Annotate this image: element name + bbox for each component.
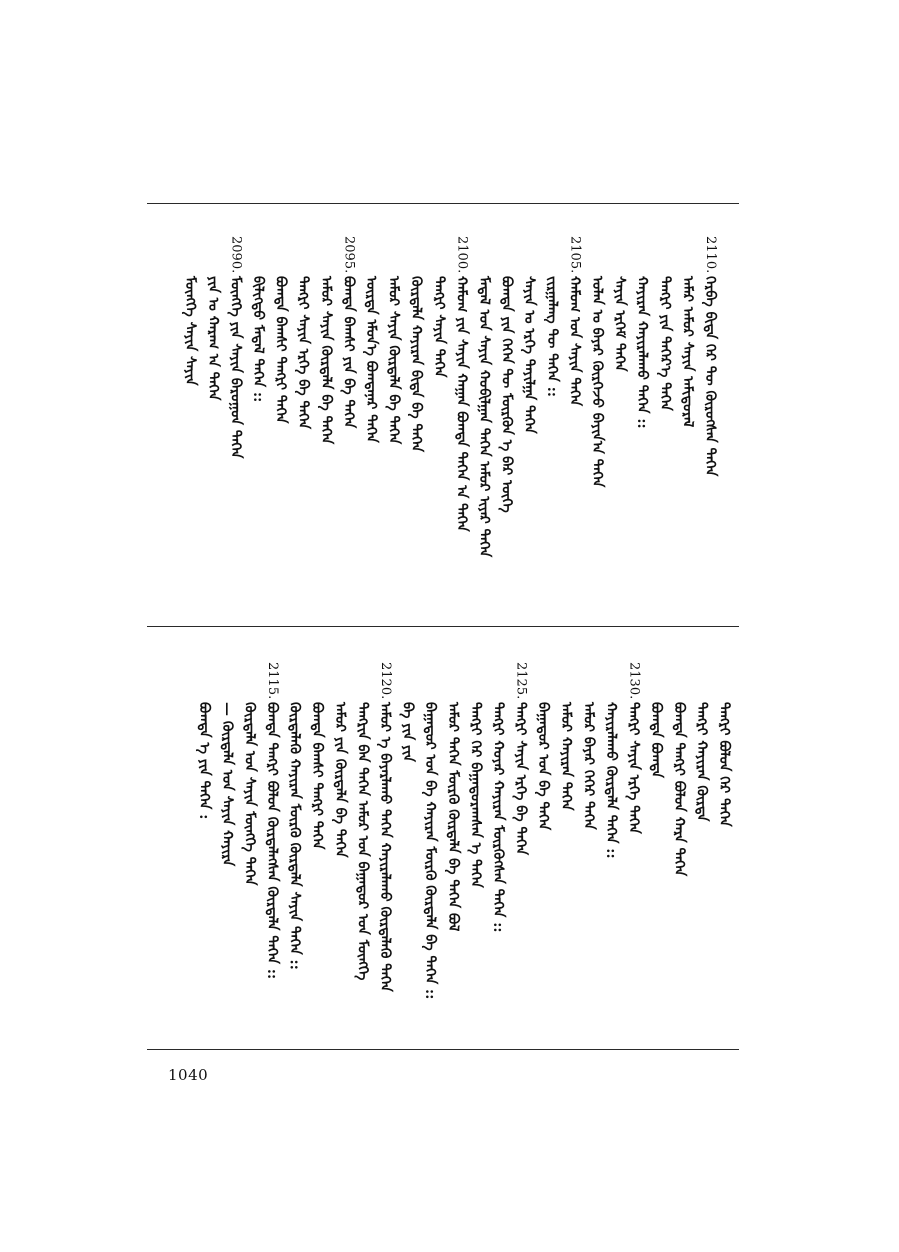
verse-column: [624, 662, 644, 834]
verse-line: ᠬᠠᠶᠢᠷᠠᠯᠠᠬᠤ ᠬᠦᠷᠲᠡᠯᠡ ᠳᠡᠭᠡᠨ ::: [603, 702, 619, 859]
verse-column: [316, 236, 336, 444]
verse-line: ᠮᠡᠳᠡᠯ ᠤᠨ ᠰᠠᠶᠢᠨ ᠬᠤᠪᠢᠯᠭᠠᠨ ᠳᠡᠭᠡᠨ ᠠᠮᠤᠷ ᠢᠶᠠᠷ ᠳᠡᠭᠡᠨ: [476, 276, 492, 558]
verse-line: ᠪᠠ ᠶᠢᠨ ᠶᠢᠨ: [399, 702, 416, 762]
verse-line: ᠠᠮᠤᠷ ᠶᠢᠨ ᠬᠦᠷᠲᠡᠯᠡ ᠪᠠ ᠳᠡᠭᠡᠨ: [331, 702, 348, 858]
verse-column: [519, 236, 539, 434]
verse-column: [587, 236, 607, 487]
verse-column: [691, 662, 711, 821]
verse-column: [194, 662, 214, 819]
verse-column: [375, 662, 395, 992]
verse-column: [225, 236, 245, 458]
verse-column: [655, 236, 675, 411]
verse-line: ᠲᠡᠩᠷᠢ ᠬᠣᠶᠠᠷ ᠬᠠᠶᠢᠷᠠᠨ ᠮᠥᠷᠭᠦᠭᠰᠡᠨ ᠳᠡᠭᠡᠨ ::: [490, 702, 506, 933]
verse-line: ᠠᠮᠤᠷ ᠪᠠᠶᠠᠷ ᠬᠡᠭᠡᠷ ᠳᠡᠭᠡᠨ: [580, 702, 597, 830]
verse-column: [669, 662, 689, 876]
line-number: 2105.: [567, 236, 583, 274]
verse-line: ᠪᠣᠭᠳᠠ ᠶᠢᠨ ᠭᠡᠭᠡᠨ ᠲᠦ ᠮᠥᠷᠭᠦᠨ ᠡ ᠪᠠᠷ ᠦᠭᠡ: [498, 276, 515, 513]
verse-column: [488, 662, 508, 933]
verse-column: [511, 662, 531, 855]
verse-line: ᠪᠠᠭᠠᠲᠤᠷ ᠤᠨ ᠪᠠ ᠳᠡᠭᠡᠨ: [535, 702, 552, 831]
verse-column: [239, 662, 259, 885]
bottom-rule: [147, 1049, 739, 1050]
verse-line: ᠪᠣᠭᠳᠠ ᠪᠠᠭᠰᠢ ᠲᠠᠩᠷᠢ ᠳᠡᠭᠡᠨ: [272, 276, 289, 424]
top-rule: [147, 203, 739, 204]
verse-line: — ᠬᠦᠷᠲᠡᠯᠡ ᠤᠨ ᠰᠠᠶᠢᠨ ᠬᠠᠶᠢᠷᠠ: [218, 702, 235, 867]
verse-line: ᠠᠮᠤᠷ ᠰᠠᠶᠢᠨ ᠬᠦᠷᠲᠡᠯᠡ ᠪᠠ ᠳᠡᠭᠡᠨ: [317, 276, 334, 445]
verse-column: [443, 662, 463, 931]
verse-line: ᠪᠣᠭᠳᠠ ᠡ ᠶᠢᠨ ᠳᠡᠭᠡᠨ :: [196, 702, 213, 820]
line-number: 2090.: [228, 236, 244, 274]
verse-line: ᠬᠦᠷᠲᠡᠯᠡ ᠤᠨ ᠰᠠᠶᠢᠨ ᠮᠥᠩᠭᠡ ᠳᠡᠭᠡᠨ: [241, 702, 258, 886]
verse-line: ᠪᠣᠭᠳᠠ ᠪᠠᠭᠰᠢ ᠲᠠᠩᠷᠢ ᠳᠡᠭᠡᠨ: [309, 702, 326, 850]
verse-column: [429, 236, 449, 377]
verse-line: ᠠᠮᠤᠷ ᠡ ᠪᠠᠶᠠᠷᠯᠠᠬᠤ ᠳᠡᠭᠡᠨ ᠬᠠᠶᠢᠷᠠᠯᠠᠬᠤ ᠬᠦᠷᠲᠡᠯᠡᠬᠦ ᠳᠡᠭᠡᠨ: [377, 702, 393, 992]
verse-column: [610, 236, 630, 372]
verse-line: ᠲᠡᠩᠷᠢ ᠰᠠᠶᠢᠨ ᠡᠷᠬᠡ ᠪᠠ ᠳᠡᠭᠡᠨ: [512, 702, 529, 856]
verse-column: [285, 662, 305, 970]
verse-line: ᠮᠥᠩᠭᠡ ᠰᠠᠶᠢᠨ ᠰᠠᠶᠢᠨ: [182, 276, 199, 386]
verse-line: ᠬᠠᠶᠢᠷᠠᠨ ᠬᠠᠶᠢᠷᠠᠯᠠᠬᠤ ᠳᠡᠭᠡᠨ ::: [634, 276, 651, 429]
verse-column: [677, 236, 697, 427]
verse-line: ᠠᠮᠤᠷ ᠰᠠᠶᠢᠨ ᠬᠦᠷᠲᠡᠯᠡ ᠪᠠ ᠳᠡᠭᠡᠨ: [385, 276, 402, 445]
verse-column: [556, 662, 576, 811]
page-number: 1040: [168, 1066, 209, 1084]
verse-line: ᠬᠦᠷᠲᠡᠯᠡᠬᠦ ᠬᠠᠶᠢᠷᠠᠨ ᠮᠥᠷᠭᠦ ᠬᠦᠷᠲᠡᠯᠡ ᠰᠠᠶᠢᠨ ᠳᠡᠭᠡᠨ ::: [286, 702, 303, 970]
verse-line: ᠲᠡᠩᠷᠢ ᠪᠣᠯᠤᠨ ᠬᠡᠷ ᠳᠡᠭᠡᠨ: [716, 702, 732, 827]
verse-column: [714, 662, 734, 827]
verse-line: ᠲᠡᠩᠷᠢ ᠬᠡᠷ ᠪᠠᠭᠠᠲᠤᠷᠠᠭᠰᠠᠨ ᠡ ᠳᠡᠭᠡᠨ: [467, 702, 484, 888]
line-number: 2110.: [703, 236, 718, 274]
verse-line: ᠬᠠᠮᠤᠭ ᠤᠨ ᠰᠠᠶᠢᠨ ᠳᠡᠭᠡᠨ: [566, 276, 583, 407]
middle-rule: [147, 626, 739, 627]
verse-line: ᠪᠣᠭᠳᠠ ᠪᠣᠭᠳᠠ: [648, 702, 665, 779]
verse-line: ᠠᠮᠠᠷ ᠠᠮᠤᠷ ᠰᠠᠶᠢᠨ ᠠᠮᠢᠳᠤᠷᠠᠯ: [679, 276, 696, 428]
verse-column: [700, 236, 720, 476]
verse-column: [564, 236, 584, 406]
verse-column: [352, 662, 372, 980]
verse-column: [632, 236, 652, 429]
line-number: 2115.: [265, 662, 280, 700]
verse-column: [384, 236, 404, 444]
verse-line: ᠬᠡᠷᠪᠡ ᠪᠢᠳᠡ ᠭᠡᠷ ᠲᠦ ᠬᠦᠷᠦᠭᠰᠡᠨ ᠳᠡᠭᠡᠨ: [702, 276, 718, 477]
verse-column: [180, 236, 200, 386]
verse-column: [542, 236, 562, 397]
verse-line: ᠪᠠᠭᠠᠲᠤᠷ ᠤᠨ ᠪᠠ ᠬᠠᠶᠢᠷᠠᠨ ᠮᠥᠷᠭᠦ ᠬᠦᠷᠲᠡᠯᠡ ᠪᠠ ᠳᠡᠭᠡᠨ ::: [422, 702, 439, 1000]
verse-line: ᠲᠡᠩᠷᠢ ᠰᠠᠶᠢᠨ ᠳᠡᠭᠡᠨ: [430, 276, 447, 378]
verse-line: ᠣᠯᠠᠨ ᠤ ᠪᠠᠶᠠᠷ ᠬᠦᠷᠭᠡᠵᠦ ᠪᠠᠶᠢᠨ᠎ᠠ ᠳᠡᠭᠡᠨ: [589, 276, 605, 488]
verse-line: ᠪᠣᠭᠳᠠ ᠪᠠᠭᠰᠢ ᠶᠢᠨ ᠪᠠ ᠳᠡᠭᠡᠨ: [340, 276, 357, 429]
verse-column: [451, 236, 471, 532]
verse-line: ᠪᠢᠯᠢᠭᠲᠦ ᠮᠡᠳᠡᠯ ᠳᠡᠭᠡᠨ ::: [250, 276, 266, 403]
verse-column: [497, 236, 517, 513]
verse-column: [601, 662, 621, 859]
line-number: 2095.: [341, 236, 357, 274]
line-number: 2125.: [513, 662, 529, 700]
verse-line: ᠲᠡᠩᠷᠢ ᠰᠠᠶᠢᠨ ᠡᠷᠬᠡ ᠳᠡᠭᠡᠨ: [625, 702, 642, 834]
verse-column: [307, 662, 327, 850]
line-number: 2100.: [454, 236, 470, 274]
verse-line: ᠰᠠᠶᠢᠨ ᠡᠷᠬᠡᠮ ᠳᠡᠭᠡᠨ: [611, 276, 628, 372]
verse-column: [646, 662, 666, 778]
verse-column: [217, 662, 237, 866]
verse-column: [420, 662, 440, 999]
verse-column: [474, 236, 494, 557]
verse-column: [330, 662, 350, 858]
verse-line: ᠪᠣᠭᠳᠠ ᠲᠠᠩᠷᠢ ᠪᠣᠯᠤᠨ ᠬᠦᠷᠲᠡᠯᠡᠭᠰᠡᠨ ᠬᠦᠷᠲᠡᠯᠡ ᠳᠡᠭᠡᠨ ::: [264, 702, 280, 980]
line-number: 2120.: [378, 662, 393, 700]
verse-column: [465, 662, 485, 888]
verse-line: ᠶᠢᠨ ᠤ ᠬᠠᠷᠠᠭ ᠠ ᠳᠡᠭᠡᠨ: [204, 276, 221, 401]
verse-column: [361, 236, 381, 443]
verse-line: ᠠᠮᠤᠷ ᠳᠡᠭᠡᠨ ᠮᠥᠷᠭᠦ ᠬᠦᠷᠲᠡᠯᠡ ᠪᠠ ᠳᠡᠭᠡᠨ ᠪᠣᠯ: [444, 702, 461, 932]
verse-line: ᠵᠢᠷᠭᠠᠯᠠᠩ ᠲᠦ ᠳᠡᠭᠡᠨ ::: [543, 276, 560, 398]
verse-line: ᠲᠡᠩᠷᠢ ᠶᠢᠨ ᠳᠡᠭᠡᠷ᠎ᠡ ᠳᠡᠭᠡᠨ: [656, 276, 673, 411]
verse-line: ᠪᠣᠭᠳᠠ ᠲᠠᠩᠷᠢ ᠪᠣᠯᠤᠨ ᠬᠠᠷᠠ ᠳᠡᠭᠡᠨ: [670, 702, 687, 877]
verse-column: [262, 662, 282, 979]
verse-line: ᠲᠡᠩᠷᠢ ᠬᠠᠶᠢᠷᠠᠨ ᠬᠦᠷᠳᠡ: [693, 702, 710, 822]
verse-column: [203, 236, 223, 400]
verse-line: ᠲᠡᠩᠷᠢᠨ ᠪᠠᠨ ᠳᠡᠭᠡᠨ ᠠᠮᠤᠷ ᠤᠨ ᠪᠠᠭᠠᠲᠤᠷ ᠤᠨ ᠮᠥᠩᠭᠡ: [354, 702, 371, 981]
verse-column: [533, 662, 553, 830]
verse-column: [248, 236, 268, 402]
verse-column: [293, 236, 313, 429]
verse-column: [271, 236, 291, 424]
verse-column: [406, 236, 426, 452]
verse-column: [578, 662, 598, 830]
verse-line: ᠰᠠᠶᠢᠨ ᠤ ᠡᠷᠬᠡ ᠲᠠᠶᠢᠯᠭᠠ ᠳᠡᠭᠡᠨ: [521, 276, 538, 434]
verse-line: ᠬᠠᠮᠤᠭ ᠶᠢᠨ ᠰᠠᠶᠢᠨ ᠬᠠᠭᠠᠨ ᠪᠣᠭᠳᠠ ᠳᠡᠭᠡᠨ ᠠ ᠳᠡᠭᠡᠨ: [453, 276, 470, 532]
line-number: 2130.: [626, 662, 642, 700]
verse-line: ᠠᠮᠤᠷ ᠬᠠᠶᠢᠷᠠᠨ ᠳᠡᠭᠡᠨ: [557, 702, 574, 811]
verse-line: ᠦᠷᠳᠡ ᠡᠮᠦᠨ᠎ᠡ ᠪᠣᠭᠳᠠᠨᠠᠷ ᠳᠡᠭᠡᠨ: [363, 276, 379, 443]
verse-column: [338, 236, 358, 428]
verse-line: ᠲᠡᠩᠷᠢ ᠰᠠᠶᠢᠨ ᠡᠷᠬᠡ ᠪᠠ ᠳᠡᠭᠡᠨ: [295, 276, 312, 430]
verse-line: ᠮᠥᠩᠭᠡ ᠶᠢᠨ ᠰᠠᠶᠢᠨ ᠪᠠᠷᠤᠭᠤᠨ ᠳᠡᠭᠡᠨ: [227, 276, 244, 459]
verse-line: ᠬᠦᠷᠲᠡᠯᠡ ᠬᠠᠶᠢᠷᠠᠨ ᠪᠢᠳᠡ ᠪᠠ ᠳᠡᠭᠡᠨ: [408, 276, 425, 453]
verse-column: [398, 662, 418, 762]
